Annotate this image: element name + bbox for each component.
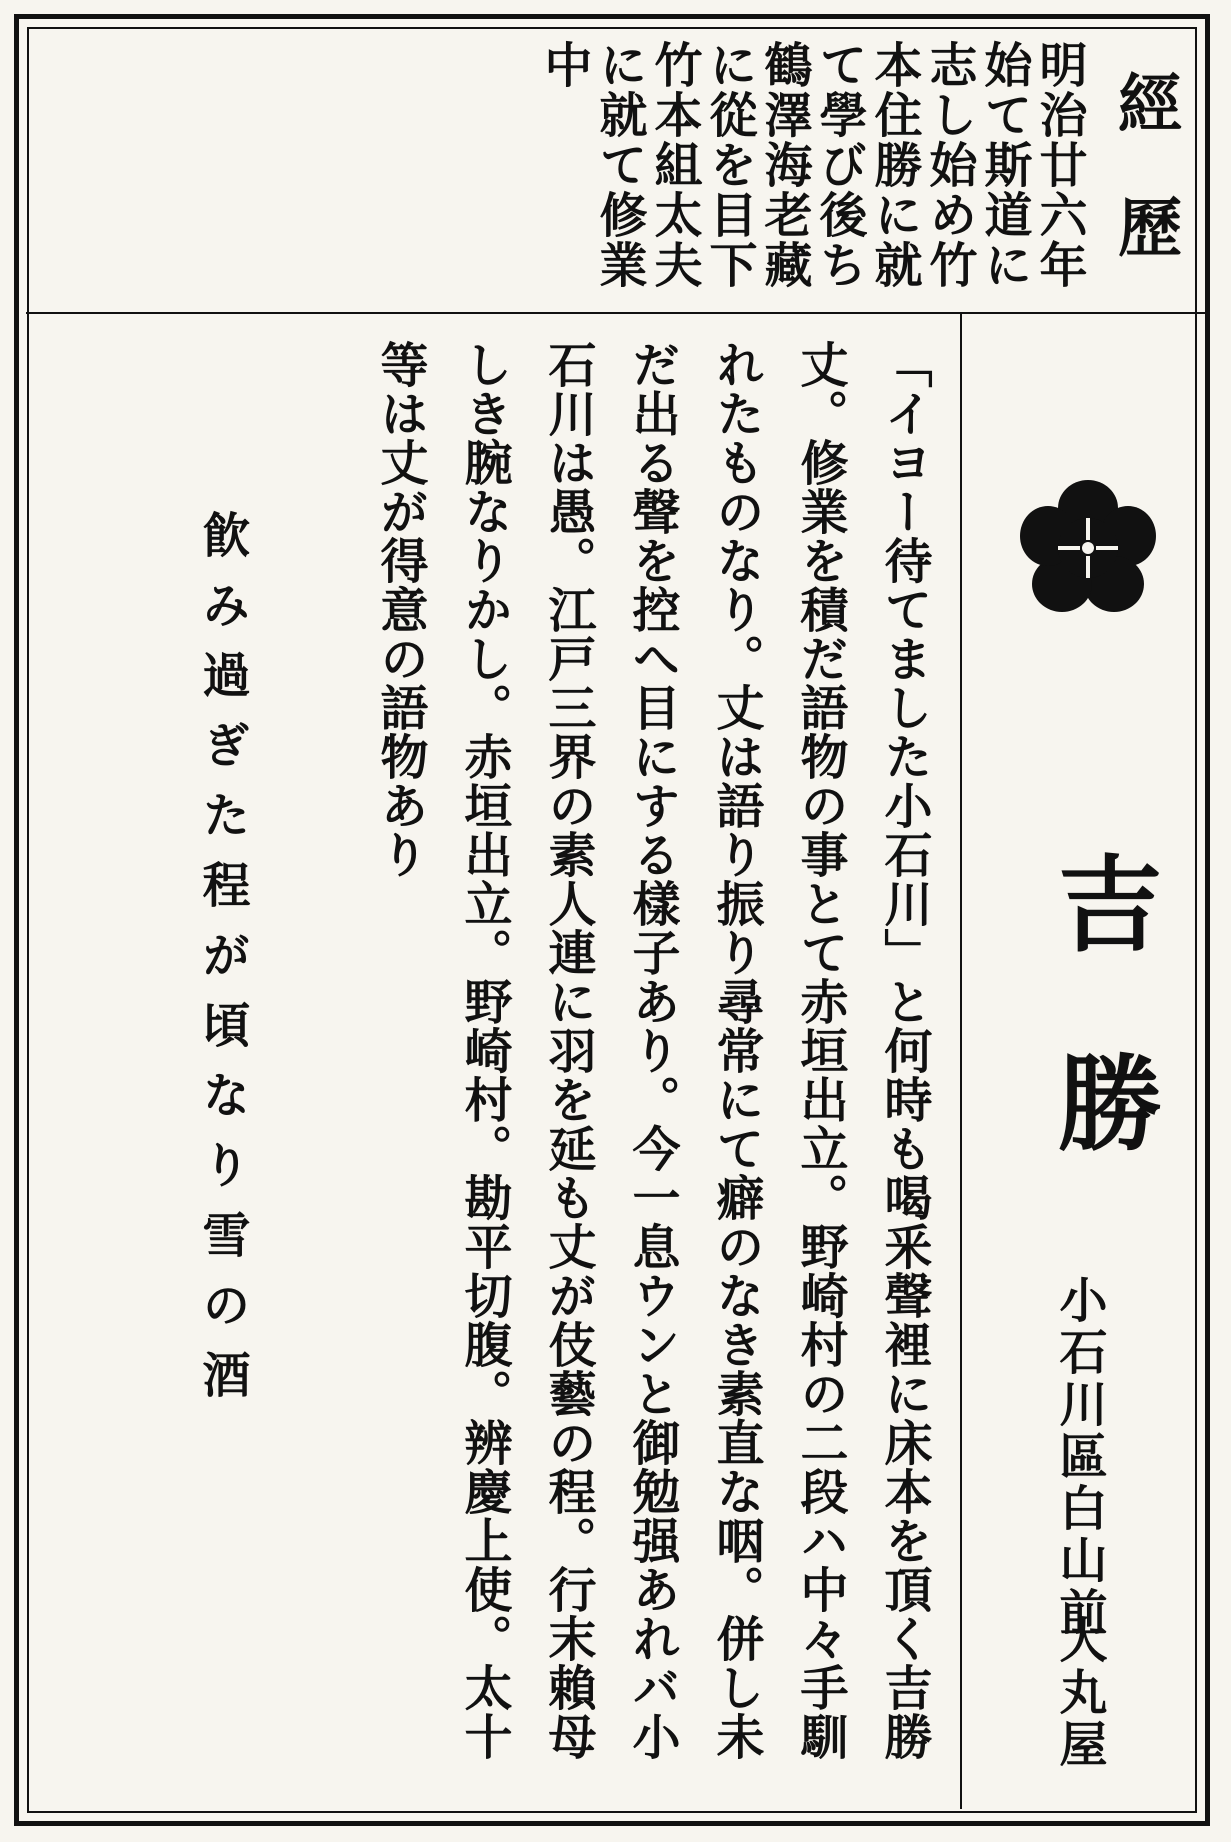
horizontal-divider <box>26 312 1207 314</box>
vertical-divider <box>960 314 962 1809</box>
performer-shop: 大丸屋 <box>1051 1615 1107 1771</box>
haiku-poem: 飮み過ぎた程が頃なり雪の酒 <box>194 510 250 1420</box>
career-text: 明治廿六年始て斯道に志し始め竹本住勝に就て學び後ち鶴澤海老藏に從を目下竹本組太夫に就て修業中 <box>536 40 1087 290</box>
career-heading: 經歷 <box>1107 70 1182 318</box>
mokko-flower-crest-icon <box>1018 478 1158 618</box>
performer-name: 吉勝 <box>1040 850 1163 1248</box>
main-article-text: 「イヨー待てました小石川」と何時も喝釆聲裡に床本を頂く吉勝丈。修業を積だ語物の事とて赤垣出立。野崎村の二段ハ中々手馴れたものなり。丈は語り振り尋常にて癖のなき素直な咽。併し未だ出る聲を控へ目にする樣子あり。今一息ウンと御勉强あれバ小石川は愚。江戸三界の素人連に羽を延も丈が伎藝の程。行末賴母しき腕なりかし。赤垣出立。野崎村。勘平切腹。辨慶上使。太十等は丈が得意の語物あり <box>372 340 932 1761</box>
performer-address: 小石川區白山前 <box>1051 1275 1107 1639</box>
